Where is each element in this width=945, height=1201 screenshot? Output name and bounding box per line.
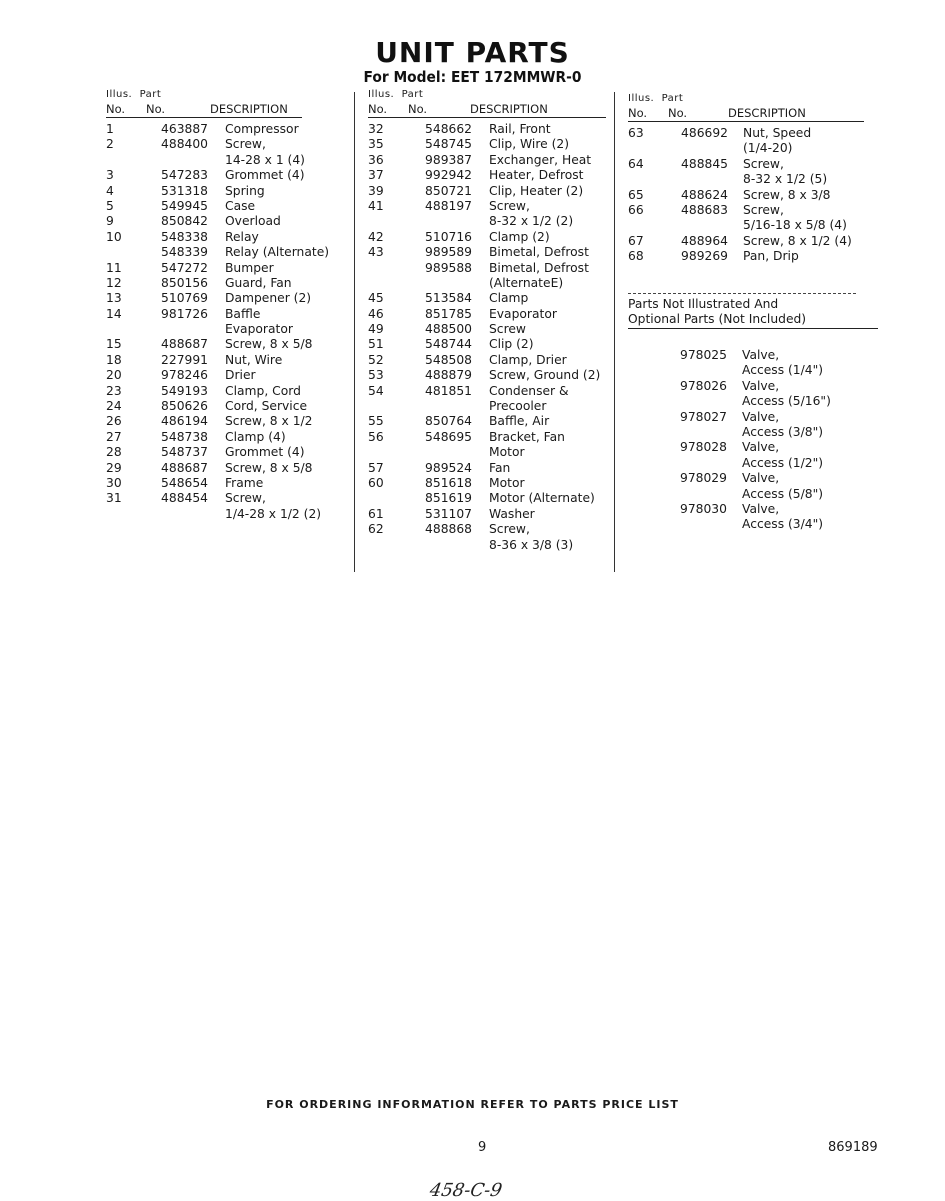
part-number: 488879	[425, 368, 472, 383]
part-description: Screw, 8 x 5/8	[225, 460, 313, 475]
part-number: 989589	[425, 245, 472, 260]
table-row	[106, 506, 322, 522]
parts-column-2	[368, 89, 606, 553]
table-row	[368, 153, 606, 168]
part-number: 548338	[161, 229, 208, 244]
illus-no-label: No.	[628, 106, 648, 120]
table-row	[628, 249, 864, 264]
table-row	[368, 168, 606, 183]
part-description: Relay	[225, 229, 259, 244]
illus-number: 20	[106, 368, 122, 383]
part-description: Valve,	[742, 440, 780, 455]
part-number: 851785	[425, 306, 472, 321]
illus-number: 36	[368, 152, 384, 167]
table-row	[628, 188, 864, 203]
parts-rows	[368, 122, 606, 553]
part-number: 548339	[161, 245, 208, 260]
table-row	[106, 460, 313, 476]
part-number: 227991	[161, 352, 208, 367]
part-description: Baffle	[225, 306, 261, 321]
part-description: Valve,	[742, 471, 780, 486]
part-number: 513584	[425, 291, 472, 306]
part-number: 851619	[425, 491, 472, 506]
page-title: UNIT PARTS	[375, 36, 570, 69]
part-description: 14-28 x 1 (4)	[225, 152, 305, 167]
part-description: 8-32 x 1/2 (2)	[489, 214, 574, 229]
table-row	[368, 476, 606, 491]
part-number: 488454	[161, 491, 208, 506]
part-description: Screw,	[743, 156, 784, 171]
table-row	[106, 184, 302, 199]
part-no-label: No.	[408, 102, 428, 116]
illus-number: 64	[628, 156, 644, 171]
part-description-detail: Access (3/8")	[742, 424, 824, 439]
part-description: Frame	[225, 475, 264, 490]
optional-heading-line-1: Parts Not Illustrated And	[628, 297, 779, 311]
part-description: Grommet (4)	[225, 168, 305, 183]
list-item	[680, 502, 860, 533]
part-number: 488683	[681, 202, 728, 217]
part-description: Drier	[225, 368, 256, 383]
part-description: Clamp, Drier	[489, 352, 567, 367]
illus-number: 35	[368, 137, 384, 152]
part-number: 510769	[161, 291, 208, 306]
table-row	[106, 384, 302, 399]
optional-parts-heading	[628, 297, 878, 329]
optional-heading-rule	[628, 328, 878, 329]
table-row	[368, 199, 606, 214]
parts-rows	[628, 126, 864, 265]
illus-number: 3	[106, 168, 114, 183]
part-description: Overload	[225, 214, 281, 229]
illus-number: 57	[368, 460, 384, 475]
table-row	[106, 245, 330, 260]
table-row	[368, 322, 606, 337]
illus-number: 30	[106, 475, 122, 490]
part-description: Grommet (4)	[225, 445, 305, 460]
column-header-top	[628, 93, 864, 105]
illus-number: 1	[106, 122, 114, 136]
table-row	[106, 399, 308, 414]
list-item	[680, 440, 860, 471]
part-no-label: No.	[668, 106, 688, 120]
part-description: Baffle, Air	[489, 414, 550, 429]
part-number: 510716	[425, 229, 472, 244]
illus-number: 23	[106, 383, 122, 398]
illus-label: Illus.	[106, 89, 133, 100]
part-number: 978246	[161, 368, 208, 383]
dashed-separator	[628, 293, 856, 295]
part-description: Screw, 8 x 5/8	[225, 337, 313, 352]
illus-number: 46	[368, 306, 384, 321]
illus-number: 15	[106, 337, 122, 352]
part-description: Clip, Heater (2)	[489, 183, 584, 198]
part-number: 488197	[425, 198, 472, 213]
part-description: Screw,	[743, 202, 784, 217]
part-number: 548744	[425, 337, 472, 352]
part-description: Screw, 8 x 1/2 (4)	[743, 233, 852, 248]
part-number: 486194	[161, 414, 208, 429]
part-number: 548695	[425, 429, 472, 444]
table-row	[106, 276, 302, 291]
illus-number: 18	[106, 352, 122, 367]
part-description-detail: Access (1/4")	[742, 363, 824, 378]
table-row	[106, 168, 305, 183]
part-label: Part	[401, 89, 424, 100]
part-number: 548508	[425, 352, 472, 367]
part-number: 850626	[161, 399, 208, 414]
part-description-detail: Access (1/2")	[742, 455, 824, 470]
table-row	[106, 214, 302, 229]
illus-number: 28	[106, 445, 122, 460]
part-number: 488400	[161, 137, 208, 152]
table-row	[368, 538, 606, 553]
table-row	[368, 122, 606, 137]
part-description: Relay (Alternate)	[225, 245, 330, 260]
part-description-detail: Access (5/16")	[742, 394, 831, 409]
part-number: 989269	[681, 249, 728, 264]
part-description: Fan	[489, 460, 511, 475]
table-row	[368, 368, 606, 383]
part-number: 548745	[425, 137, 472, 152]
illus-number: 29	[106, 460, 122, 475]
part-description: Screw, 8 x 1/2	[225, 414, 313, 429]
part-number: 481851	[425, 383, 472, 398]
part-description: 1/4-28 x 1/2 (2)	[225, 506, 322, 521]
illus-number: 32	[368, 122, 384, 136]
table-row	[106, 322, 302, 337]
list-item	[680, 348, 860, 379]
column-divider-2	[614, 92, 615, 572]
illus-number: 67	[628, 233, 644, 248]
part-description: Screw,	[489, 198, 530, 213]
part-number: 992942	[425, 168, 472, 183]
illus-no-label: No.	[368, 102, 388, 116]
page-number: 9	[478, 1140, 487, 1155]
part-description: Case	[225, 198, 256, 213]
part-number: 548737	[161, 445, 208, 460]
illus-number: 27	[106, 429, 122, 444]
table-row	[106, 291, 312, 306]
table-row	[106, 261, 302, 276]
table-row	[628, 218, 864, 233]
part-number: 850156	[161, 275, 208, 290]
table-row	[368, 353, 606, 368]
illus-number: 10	[106, 229, 122, 244]
table-row	[106, 122, 302, 137]
part-number: 549193	[161, 383, 208, 398]
ordering-footer: FOR ORDERING INFORMATION REFER TO PARTS PRICE LIST	[266, 1098, 679, 1111]
illus-number: 14	[106, 306, 122, 321]
table-row	[368, 137, 606, 152]
part-description: Screw,	[225, 137, 266, 152]
illus-label: Illus.	[628, 93, 655, 104]
illus-number: 9	[106, 214, 114, 229]
part-description-detail: Access (5/8")	[742, 486, 824, 501]
part-number: 549945	[161, 198, 208, 213]
part-description: (AlternateE)	[489, 275, 564, 290]
illus-number: 66	[628, 202, 644, 217]
part-description: Rail, Front	[489, 122, 551, 136]
part-description: Bimetal, Defrost	[489, 260, 589, 275]
part-number: 850721	[425, 183, 472, 198]
part-number: 851618	[425, 475, 472, 490]
table-row	[368, 276, 606, 291]
part-description: Heater, Defrost	[489, 168, 584, 183]
illus-number: 13	[106, 291, 122, 306]
illus-number: 12	[106, 275, 122, 290]
illus-number: 39	[368, 183, 384, 198]
part-number: 548654	[161, 475, 208, 490]
part-number: 850842	[161, 214, 208, 229]
part-description: Pan, Drip	[743, 249, 799, 264]
description-label: DESCRIPTION	[210, 102, 288, 116]
part-description: Spring	[225, 183, 265, 198]
illus-number: 5	[106, 198, 114, 213]
table-row	[368, 399, 606, 414]
part-description: 8-36 x 3/8 (3)	[489, 537, 574, 552]
part-description: Bracket, Fan	[489, 429, 565, 444]
illus-number: 53	[368, 368, 384, 383]
part-description: Clip, Wire (2)	[489, 137, 570, 152]
illus-number: 41	[368, 198, 384, 213]
part-description-detail: Access (3/4")	[742, 517, 824, 532]
table-row	[368, 230, 606, 245]
illus-number: 24	[106, 399, 122, 414]
table-row	[628, 126, 864, 141]
table-row	[368, 184, 606, 199]
table-row	[368, 337, 606, 352]
part-description: Compressor	[225, 122, 299, 136]
table-row	[106, 414, 313, 429]
table-row	[368, 261, 606, 276]
illus-number: 37	[368, 168, 384, 183]
part-number: 989387	[425, 152, 472, 167]
illus-number: 11	[106, 260, 122, 275]
illus-number: 43	[368, 245, 384, 260]
part-number: 978030	[680, 501, 727, 516]
part-description: Evaporator	[489, 306, 557, 321]
part-description: Valve,	[742, 409, 780, 424]
part-number: 978028	[680, 440, 727, 455]
part-description: Screw	[489, 322, 526, 337]
part-number: 486692	[681, 126, 728, 140]
table-row	[106, 152, 305, 168]
illus-number: 52	[368, 352, 384, 367]
part-description: Guard, Fan	[225, 275, 292, 290]
part-description: Exchanger, Heat	[489, 152, 592, 167]
list-item	[680, 410, 860, 441]
table-row	[368, 461, 606, 476]
table-row	[368, 214, 606, 229]
part-description: Valve,	[742, 501, 780, 516]
part-description: Clamp (2)	[489, 229, 550, 244]
part-description: Valve,	[742, 378, 780, 393]
part-description: Clamp, Cord	[225, 383, 301, 398]
table-row	[368, 414, 606, 429]
part-description: Valve,	[742, 348, 780, 362]
illus-number: 45	[368, 291, 384, 306]
part-description: Clamp	[489, 291, 529, 306]
part-description: Screw, 8 x 3/8	[743, 187, 831, 202]
part-label: Part	[661, 93, 684, 104]
illus-number: 31	[106, 491, 122, 506]
table-row	[106, 199, 302, 214]
table-row	[368, 430, 606, 445]
description-label: DESCRIPTION	[470, 102, 548, 116]
part-description: Motor	[489, 445, 525, 460]
part-number: 488624	[681, 187, 728, 202]
part-number: 488964	[681, 233, 728, 248]
illus-number: 2	[106, 137, 114, 152]
table-row	[106, 307, 302, 322]
part-description: Clamp (4)	[225, 429, 286, 444]
optional-parts-list	[680, 348, 860, 533]
part-description: Evaporator	[225, 322, 293, 337]
illus-number: 61	[368, 506, 384, 521]
part-description: Cord, Service	[225, 399, 308, 414]
part-number: 531318	[161, 183, 208, 198]
document-number: 869189	[828, 1140, 878, 1155]
part-number: 488500	[425, 322, 472, 337]
part-description: Washer	[489, 506, 535, 521]
part-number: 989588	[425, 260, 472, 275]
description-label: DESCRIPTION	[728, 106, 806, 120]
part-description: Nut, Wire	[225, 352, 283, 367]
part-number: 978029	[680, 471, 727, 486]
part-no-label: No.	[146, 102, 166, 116]
table-row	[106, 445, 305, 460]
part-number: 488687	[161, 337, 208, 352]
illus-number: 4	[106, 183, 114, 198]
parts-column-3	[628, 93, 864, 265]
optional-heading-line-2: Optional Parts (Not Included)	[628, 312, 807, 327]
table-row	[106, 491, 302, 506]
illus-number: 63	[628, 126, 644, 140]
illus-number: 49	[368, 322, 384, 337]
part-description: 5/16-18 x 5/8 (4)	[743, 218, 847, 233]
part-description: Clip (2)	[489, 337, 534, 352]
column-header-top	[368, 89, 606, 101]
table-row	[628, 172, 864, 187]
list-item	[680, 379, 860, 410]
illus-number: 68	[628, 249, 644, 264]
part-label: Part	[139, 89, 162, 100]
column-header	[106, 101, 302, 118]
list-item	[680, 471, 860, 502]
part-number: 488845	[681, 156, 728, 171]
table-row	[368, 507, 606, 522]
part-description: Dampener (2)	[225, 291, 312, 306]
table-row	[628, 157, 864, 172]
part-description: (1/4-20)	[743, 141, 793, 156]
table-row	[628, 234, 864, 249]
handwritten-note: 458-C-9	[428, 1180, 504, 1201]
table-row	[106, 368, 302, 383]
table-row	[106, 430, 302, 445]
parts-rows	[106, 122, 330, 522]
parts-column-1	[106, 89, 330, 522]
column-divider-1	[354, 92, 355, 572]
table-row	[106, 353, 302, 368]
part-description: Motor (Alternate)	[489, 491, 595, 506]
part-number: 548738	[161, 429, 208, 444]
part-number: 547283	[161, 168, 208, 183]
illus-number: 54	[368, 383, 384, 398]
illus-number: 42	[368, 229, 384, 244]
illus-number: 56	[368, 429, 384, 444]
illus-number: 51	[368, 337, 384, 352]
part-description: Nut, Speed	[743, 126, 812, 140]
illus-number: 65	[628, 187, 644, 202]
table-row	[368, 291, 606, 306]
part-number: 547272	[161, 260, 208, 275]
part-number: 488687	[161, 460, 208, 475]
illus-label: Illus.	[368, 89, 395, 100]
column-header-top	[106, 89, 302, 101]
illus-no-label: No.	[106, 102, 126, 116]
illus-number: 60	[368, 475, 384, 490]
part-description: 8-32 x 1/2 (5)	[743, 172, 828, 187]
column-header	[628, 105, 864, 122]
part-description: Precooler	[489, 399, 547, 414]
table-row	[368, 491, 606, 506]
part-number: 488868	[425, 522, 472, 537]
part-number: 531107	[425, 506, 472, 521]
part-number: 978026	[680, 378, 727, 393]
part-number: 463887	[161, 122, 208, 136]
column-header	[368, 101, 606, 118]
part-description: Condenser &	[489, 383, 569, 398]
table-row	[368, 522, 606, 537]
part-description: Bumper	[225, 260, 274, 275]
part-number: 978025	[680, 348, 727, 362]
table-row	[106, 137, 302, 152]
model-subtitle: For Model: EET 172MMWR-0	[363, 68, 582, 86]
table-row	[106, 476, 302, 491]
part-description: Screw,	[225, 491, 266, 506]
table-row	[106, 337, 313, 352]
table-row	[368, 445, 606, 460]
table-row	[628, 203, 864, 218]
table-row	[628, 141, 864, 156]
illus-number: 55	[368, 414, 384, 429]
illus-number: 26	[106, 414, 122, 429]
table-row	[368, 307, 606, 322]
part-number: 548662	[425, 122, 472, 136]
table-row	[106, 230, 302, 245]
part-number: 989524	[425, 460, 472, 475]
part-description: Bimetal, Defrost	[489, 245, 589, 260]
part-description: Screw, Ground (2)	[489, 368, 601, 383]
table-row	[368, 384, 606, 399]
part-number: 981726	[161, 306, 208, 321]
part-description: Screw,	[489, 522, 530, 537]
part-number: 850764	[425, 414, 472, 429]
part-description: Motor	[489, 475, 525, 490]
table-row	[368, 245, 606, 260]
illus-number: 62	[368, 522, 384, 537]
part-number: 978027	[680, 409, 727, 424]
